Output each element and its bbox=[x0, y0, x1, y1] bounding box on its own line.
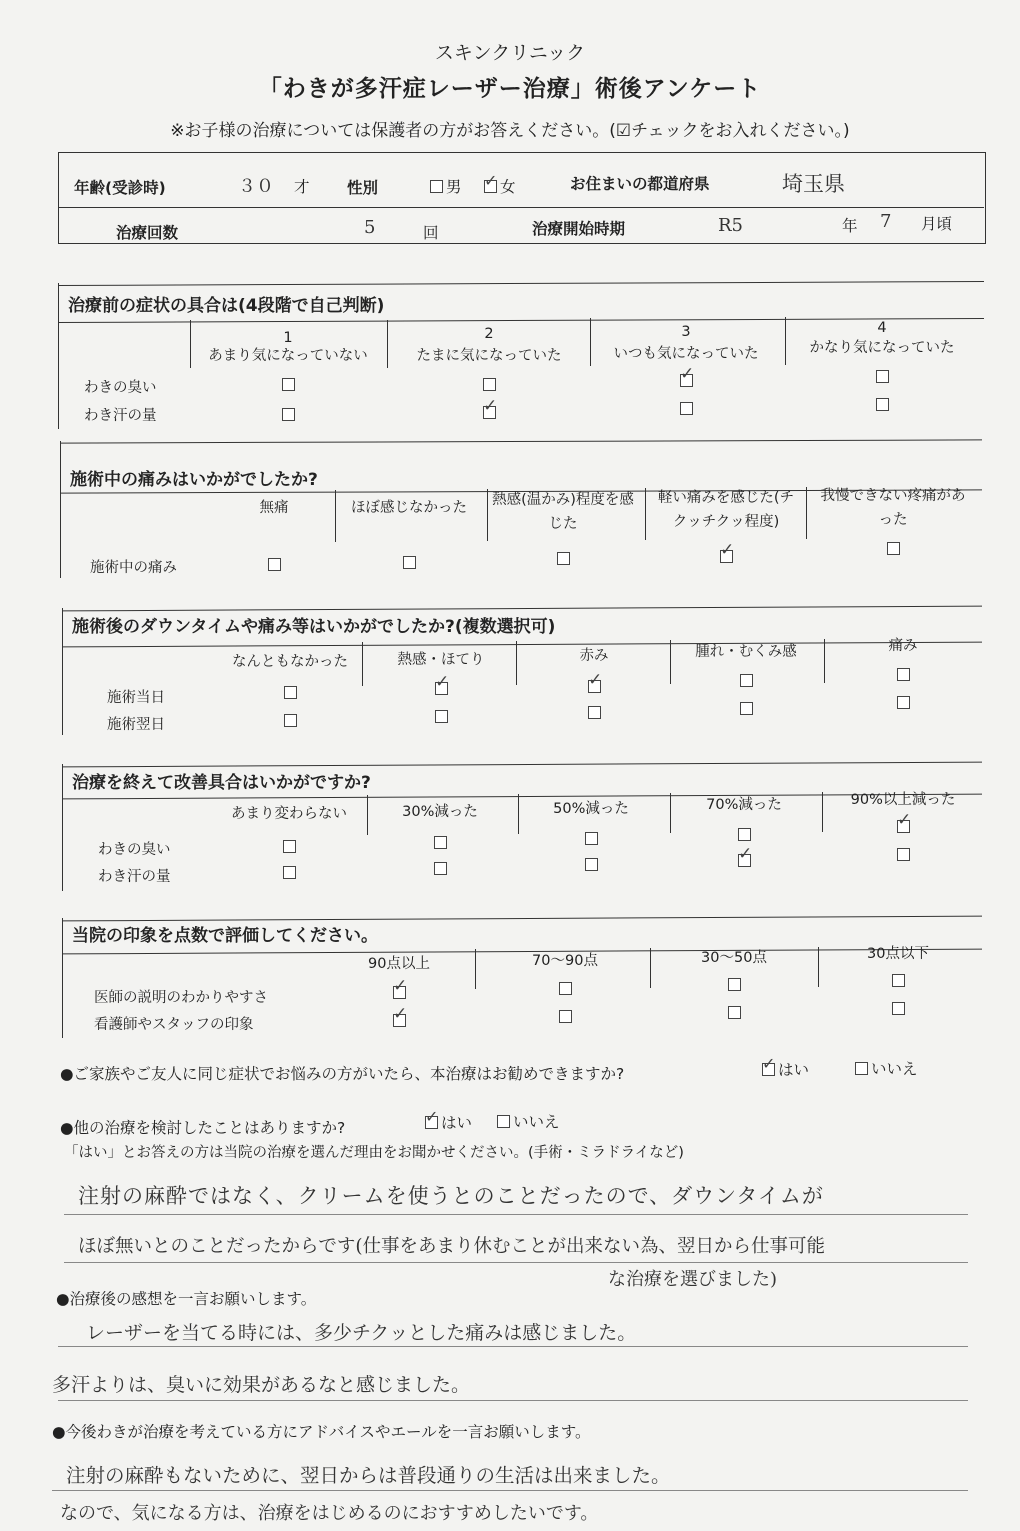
start-month-unit: 月頃 bbox=[921, 215, 953, 233]
sex-male-checkbox[interactable] bbox=[430, 180, 443, 193]
sex-label: 性別 bbox=[347, 179, 379, 197]
sec4-title: 治療を終えて改善具合はいかがですか? bbox=[72, 773, 371, 793]
sec4-checkbox[interactable] bbox=[434, 836, 447, 849]
check-mark-icon: ✓ bbox=[897, 810, 912, 830]
sex-female-checkbox[interactable]: ✓ bbox=[484, 180, 497, 193]
treatment-count-label: 治療回数 bbox=[116, 224, 179, 242]
sec2-row-label: 施術中の痛み bbox=[90, 560, 177, 576]
sec1-title: 治療前の症状の具合は(4段階で自己判断) bbox=[68, 296, 385, 316]
sec3-checkbox[interactable] bbox=[897, 696, 910, 709]
prefecture-value[interactable]: 埼玉県 bbox=[782, 172, 845, 196]
sec5-checkbox[interactable] bbox=[892, 1002, 905, 1015]
impression-answer-line-2[interactable]: 多汗よりは、臭いに効果があるなと感じました。 bbox=[52, 1374, 471, 1396]
other-treatment-subquestion: 「はい」とお答えの方は当院の治療を選んだ理由をお聞かせください。(手術・ミラドライなど) bbox=[64, 1145, 684, 1161]
sec1-col-number: 2 bbox=[484, 326, 494, 342]
sex-male-option[interactable] bbox=[430, 175, 462, 197]
sec5-checkbox[interactable] bbox=[728, 978, 741, 991]
sec1-checkbox[interactable] bbox=[483, 378, 496, 391]
sec2-column-header: 無痛 bbox=[259, 500, 289, 516]
instruction-note: ※お子様の治療については保護者の方がお答えください。(☑チェックをお入れください。) bbox=[170, 121, 850, 141]
other-answer-line-2[interactable]: ほぼ無いとのことだったからです(仕事をあまり休むことが出来ない為、翌日から仕事可能 bbox=[78, 1236, 826, 1257]
sec1-checkbox[interactable] bbox=[282, 378, 295, 391]
impression-question: ●治療後の感想を一言お願いします。 bbox=[56, 1290, 317, 1308]
sec4-col-line-4 bbox=[822, 792, 823, 832]
sec1-column-header: かなり気になっていた bbox=[809, 340, 955, 356]
sec2-checkbox[interactable] bbox=[403, 556, 416, 569]
sec4-checkbox[interactable] bbox=[897, 848, 910, 861]
sec4-left-line bbox=[62, 764, 63, 891]
sec5-title: 当院の印象を点数で評価してください。 bbox=[72, 926, 378, 946]
sec4-top-line bbox=[62, 762, 982, 768]
sec2-col-line-3 bbox=[645, 488, 646, 540]
check-mark-icon: ✓ bbox=[738, 844, 753, 864]
sec2-checkbox[interactable] bbox=[887, 542, 900, 555]
sec1-row-label: わき汗の量 bbox=[84, 408, 157, 424]
sec1-checkbox[interactable] bbox=[282, 408, 295, 421]
sec4-checkbox[interactable] bbox=[738, 828, 751, 841]
sec5-checkbox[interactable] bbox=[559, 1010, 572, 1023]
sec3-top-line bbox=[62, 606, 982, 612]
other-answer-line-3[interactable]: な治療を選びました) bbox=[608, 1269, 778, 1290]
start-month-value[interactable]: 7 bbox=[880, 211, 892, 232]
sec5-column-header: 70～90点 bbox=[532, 953, 598, 969]
sec2-checkbox[interactable] bbox=[720, 540, 735, 563]
info-divider bbox=[58, 207, 984, 208]
sec3-checkbox[interactable] bbox=[588, 670, 603, 693]
treatment-count-unit: 回 bbox=[423, 224, 439, 242]
advice-answer-line-1[interactable]: 注射の麻酔もないために、翌日からは普段通りの生活は出来ました。 bbox=[66, 1464, 671, 1487]
sec3-left-line bbox=[62, 608, 63, 735]
sex-female-label: 女 bbox=[500, 178, 516, 196]
age-unit: 才 bbox=[294, 178, 310, 196]
sec5-left-line bbox=[62, 918, 63, 1038]
sec1-left-line bbox=[58, 283, 59, 429]
clinic-name: スキンクリニック bbox=[434, 42, 586, 64]
start-era-value[interactable]: R5 bbox=[718, 215, 744, 236]
sec5-row-label: 医師の説明のわかりやすさ bbox=[94, 990, 268, 1006]
sec3-col-line-2 bbox=[516, 641, 517, 685]
answer-rule-2 bbox=[64, 1262, 968, 1263]
sec5-column-header: 90点以上 bbox=[368, 956, 430, 972]
sec1-column-header: いつも気になっていた bbox=[613, 346, 759, 362]
check-mark-icon: ✓ bbox=[435, 672, 450, 692]
sec2-checkbox[interactable] bbox=[268, 558, 281, 571]
other-no-option[interactable] bbox=[497, 1110, 560, 1132]
treatment-count-value[interactable]: 5 bbox=[364, 217, 376, 238]
recommend-yes-checkbox[interactable]: ✓ bbox=[762, 1063, 775, 1076]
check-mark-icon: ✓ bbox=[393, 1004, 408, 1024]
check-mark-icon: ✓ bbox=[720, 540, 735, 560]
sec1-checkbox[interactable] bbox=[680, 364, 695, 387]
impression-answer-line-1[interactable]: レーザーを当てる時には、多少チクッとした痛みは感じました。 bbox=[86, 1322, 637, 1344]
sec3-column-header: 熱感・ほてり bbox=[397, 652, 485, 668]
check-mark-icon: ✓ bbox=[588, 670, 603, 690]
sec4-checkbox[interactable] bbox=[434, 862, 447, 875]
other-yes-checkbox[interactable]: ✓ bbox=[425, 1116, 438, 1129]
sec4-checkbox[interactable] bbox=[738, 844, 753, 867]
check-mark-icon: ✓ bbox=[483, 396, 498, 416]
sec2-col-line-4 bbox=[806, 487, 807, 539]
sec1-row-label: わきの臭い bbox=[84, 380, 157, 396]
start-year-unit: 年 bbox=[842, 217, 858, 235]
sec4-checkbox[interactable] bbox=[283, 840, 296, 853]
sec3-row-label: 施術翌日 bbox=[107, 717, 165, 733]
sec1-checkbox[interactable] bbox=[876, 398, 889, 411]
recommend-question: ●ご家族やご友人に同じ症状でお悩みの方がいたら、本治療はお勧めできますか? bbox=[60, 1065, 625, 1083]
sec2-column-header: 軽い痛みを感じた(チクッチクッ程度) bbox=[657, 490, 795, 530]
other-no-checkbox[interactable] bbox=[497, 1115, 510, 1128]
sec1-col-number: 3 bbox=[681, 324, 691, 340]
sec3-checkbox[interactable] bbox=[897, 668, 910, 681]
sec3-title: 施術後のダウンタイムや痛み等はいかがでしたか?(複数選択可) bbox=[72, 617, 556, 637]
sec5-column-header: 30～50点 bbox=[701, 950, 767, 966]
sec3-column-header: 腫れ・むくみ感 bbox=[695, 644, 797, 660]
check-mark-icon: ✓ bbox=[393, 976, 408, 996]
other-yes-option[interactable] bbox=[425, 1107, 473, 1133]
recommend-no-option[interactable] bbox=[855, 1057, 918, 1079]
sec3-checkbox[interactable] bbox=[740, 674, 753, 687]
recommend-no-label: いいえ bbox=[871, 1060, 918, 1078]
sec3-checkbox[interactable] bbox=[435, 710, 448, 723]
sec1-checkbox[interactable] bbox=[680, 402, 693, 415]
sec5-col-line-2 bbox=[650, 948, 651, 988]
sec1-column-header: あまり気になっていない bbox=[208, 348, 368, 364]
sec2-title: 施術中の痛みはいかがでしたか? bbox=[70, 470, 318, 490]
sec1-checkbox[interactable] bbox=[483, 396, 498, 419]
sec1-top-line bbox=[58, 281, 984, 286]
sex-male-label: 男 bbox=[446, 178, 462, 196]
sec3-column-header: 赤み bbox=[579, 648, 609, 664]
sec2-column-header: 熱感(温かみ)程度を感じた bbox=[492, 492, 634, 532]
sec4-column-header: 90%以上減った bbox=[850, 792, 956, 808]
sec3-checkbox[interactable] bbox=[588, 706, 601, 719]
sec3-checkbox[interactable] bbox=[284, 686, 297, 699]
sec2-checkbox[interactable] bbox=[557, 552, 570, 565]
sec4-row-label: わきの臭い bbox=[98, 842, 171, 858]
sec4-checkbox[interactable] bbox=[897, 810, 912, 833]
sec3-checkbox[interactable] bbox=[284, 714, 297, 727]
advice-answer-line-2[interactable]: なので、気になる方は、治療をはじめるのにおすすめしたいです。 bbox=[60, 1503, 599, 1524]
sec5-checkbox[interactable] bbox=[393, 1004, 408, 1027]
sec1-col-number: 1 bbox=[283, 330, 293, 346]
sec5-row-label: 看護師やスタッフの印象 bbox=[94, 1017, 254, 1033]
sec2-column-header: ほぼ感じなかった bbox=[351, 500, 467, 516]
other-answer-line-1[interactable]: 注射の麻酔ではなく、クリームを使うとのことだったので、ダウンタイムが bbox=[78, 1184, 824, 1208]
sec4-column-header: 30%減った bbox=[402, 804, 478, 820]
sec5-checkbox[interactable] bbox=[393, 976, 408, 999]
other-yes-label: はい bbox=[441, 1114, 473, 1132]
age-value[interactable]: ３０ bbox=[238, 176, 274, 197]
sex-female-option[interactable] bbox=[484, 171, 516, 197]
sec4-column-header: あまり変わらない bbox=[231, 806, 347, 822]
sec2-top-line bbox=[60, 439, 982, 443]
age-label: 年齢(受診時) bbox=[74, 179, 166, 197]
sec2-left-line bbox=[60, 441, 61, 578]
sec4-checkbox[interactable] bbox=[585, 832, 598, 845]
sec4-column-header: 50%減った bbox=[553, 801, 629, 817]
sec1-col-number: 4 bbox=[877, 320, 887, 336]
sec3-col-line-4 bbox=[824, 639, 825, 683]
recommend-yes-option[interactable] bbox=[762, 1054, 810, 1080]
sec1-column-header: たまに気になっていた bbox=[416, 348, 562, 364]
sec5-checkbox[interactable] bbox=[559, 982, 572, 995]
recommend-no-checkbox[interactable] bbox=[855, 1062, 868, 1075]
answer-rule-3 bbox=[58, 1346, 968, 1347]
check-mark-icon: ✓ bbox=[680, 364, 695, 384]
start-period-label: 治療開始時期 bbox=[532, 220, 626, 238]
sec3-checkbox[interactable] bbox=[435, 672, 450, 695]
recommend-yes-label: はい bbox=[778, 1061, 810, 1079]
sec2-column-header: 我慢できない疼痛があった bbox=[820, 488, 966, 528]
other-treatment-question: ●他の治療を検討したことはありますか? bbox=[60, 1119, 346, 1137]
answer-rule-4 bbox=[58, 1400, 968, 1401]
sec3-row-label: 施術当日 bbox=[107, 690, 165, 706]
sec5-checkbox[interactable] bbox=[728, 1006, 741, 1019]
sec4-checkbox[interactable] bbox=[283, 866, 296, 879]
sec4-checkbox[interactable] bbox=[585, 858, 598, 871]
sec3-checkbox[interactable] bbox=[740, 702, 753, 715]
sec4-column-header: 70%減った bbox=[706, 797, 782, 813]
answer-rule-1 bbox=[64, 1214, 968, 1215]
sec5-column-header: 30点以下 bbox=[867, 946, 929, 962]
answer-rule-5 bbox=[52, 1490, 968, 1491]
sec1-checkbox[interactable] bbox=[876, 370, 889, 383]
sec3-column-header: 痛み bbox=[888, 638, 918, 654]
other-no-label: いいえ bbox=[513, 1113, 560, 1131]
advice-question: ●今後わきが治療を考えている方にアドバイスやエールを一言お願いします。 bbox=[52, 1423, 591, 1441]
sec3-column-header: なんともなかった bbox=[232, 654, 348, 670]
survey-title: 「わきが多汗症レーザー治療」術後アンケート bbox=[258, 76, 762, 102]
sec4-row-label: わき汗の量 bbox=[98, 869, 171, 885]
sec5-checkbox[interactable] bbox=[892, 974, 905, 987]
prefecture-label: お住まいの都道府県 bbox=[570, 175, 710, 193]
